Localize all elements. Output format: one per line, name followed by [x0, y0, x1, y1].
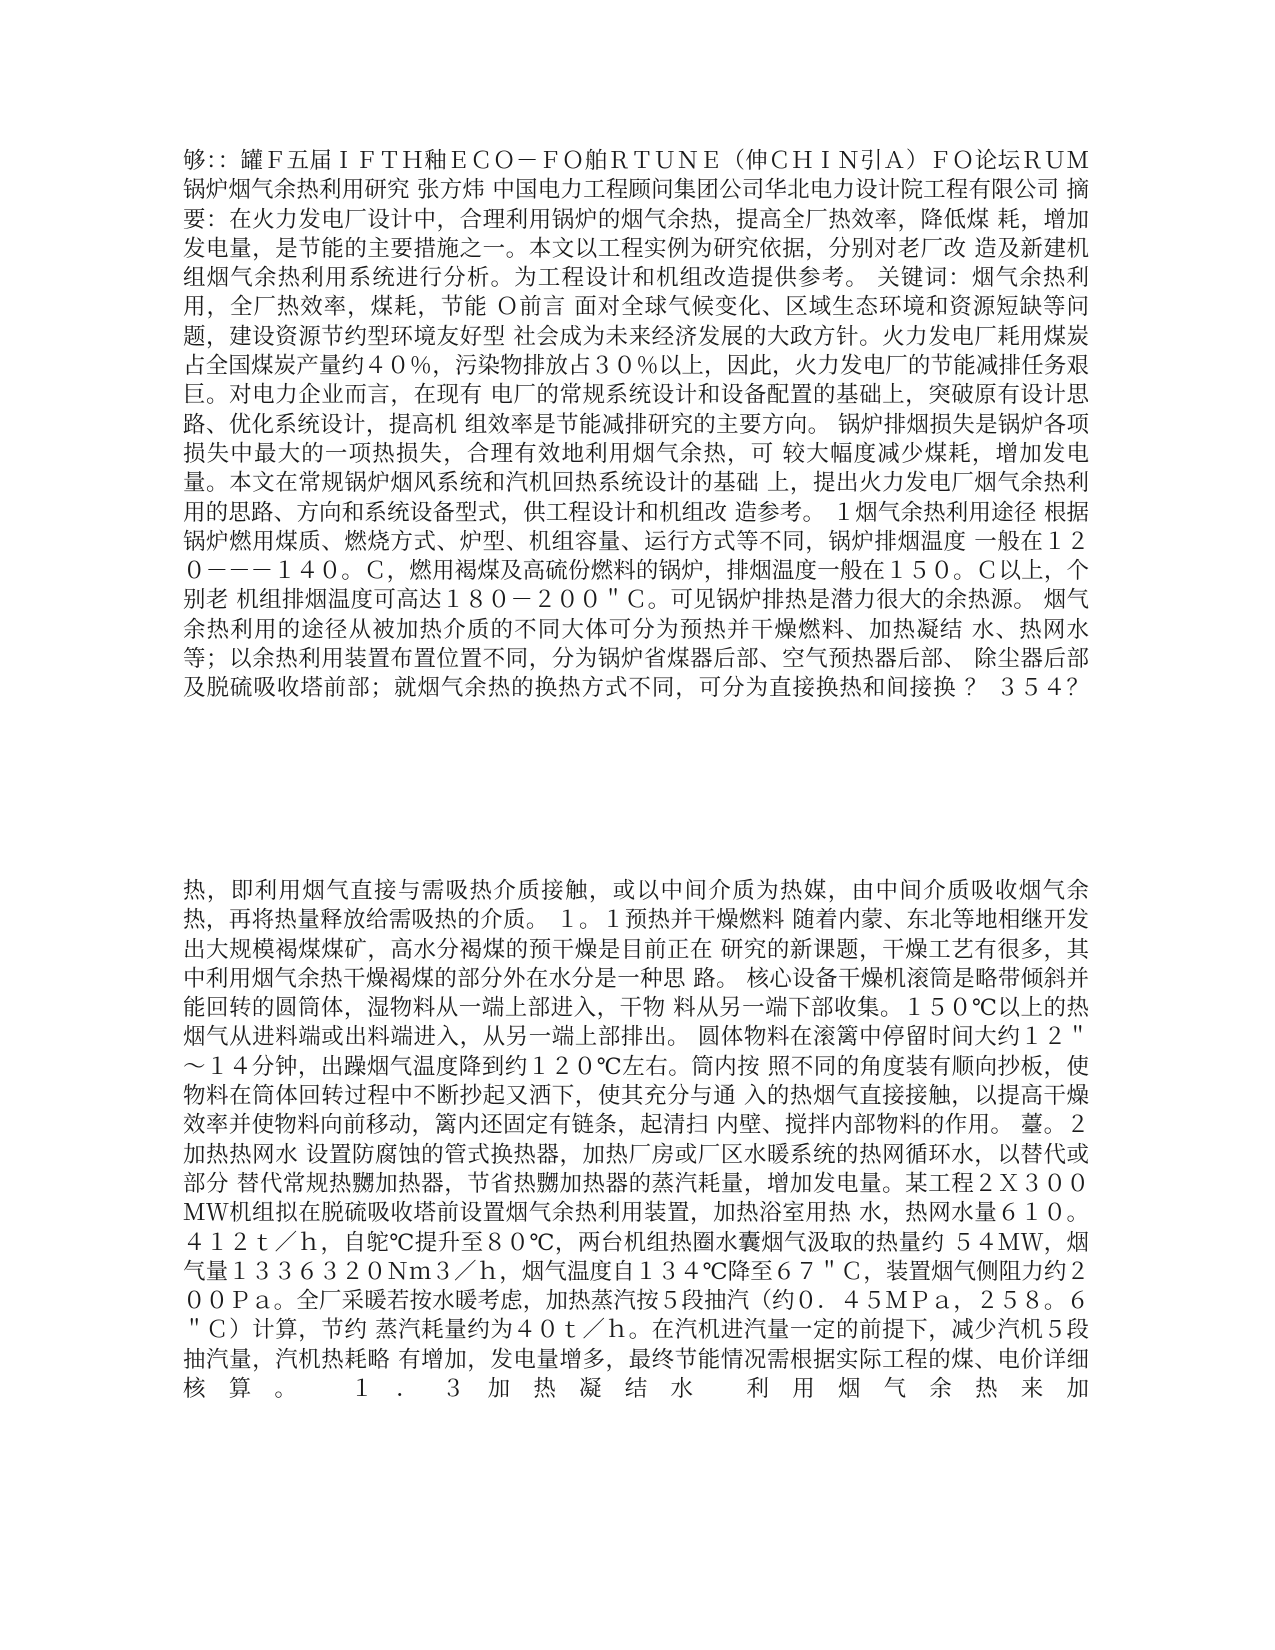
body-paragraph-1: 够：：罐Ｆ五届ＩＦＴＨ釉ＥＣＯ－ＦＯ舶ＲＴＵＮＥ（伸ＣＨＩＮ引Ａ）ＦＯ论坛ＲＵＭ 锅炉烟气余热利用研究 张方炜 中国电力工程顾问集团公司华北电力设计院工程有限公司 摘要：在火力发电厂设计中，合理利用锅炉的烟气余热，提高全厂热效率，降低煤 耗，增加发电量，是节能的主要措施之一。本文以工程实例为研究依据，分别对老厂改 造及新建机组烟气余热利用系统进行分析。为工程设计和机组改造提供参考。 关键词：烟气余热利用，全厂热效率，煤耗，节能 Ｏ前言 面对全球气候变化、区域生态环境和资源短缺等问题，建设资源节约型环境友好型 社会成为未来经济发展的大政方针。火力发电厂耗用煤炭占全国煤炭产量约４０％，污染物排放占３０％以上，因此，火力发电厂的节能减排任务艰巨。对电力企业而言，在现有 电厂的常规系统设计和设备配置的基础上，突破原有设计思路、优化系统设计，提高机 组效率是节能减排研究的主要方向。 锅炉排烟损失是锅炉各项损失中最大的一项热损失，合理有效地利用烟气余热，可 较大幅度减少煤耗，增加发电量。本文在常规锅炉烟风系统和汽机回热系统设计的基础 上，提出火力发电厂烟气余热利用的思路、方向和系统设备型式，供工程设计和机组改 造参考。 １烟气余热利用途径 根据锅炉燃用煤质、燃烧方式、炉型、机组容量、运行方式等不同，锅炉排烟温度 一般在１２０－－－１４０。Ｃ，燃用褐煤及高硫份燃料的锅炉，排烟温度一般在１５０。Ｃ以上，个别老 机组排烟温度可高达１８０－２００＂Ｃ。可见锅炉排热是潜力很大的余热源。 烟气余热利用的途径从被加热介质的不同大体可分为预热并干燥燃料、加热凝结 水、热网水等；以余热利用装置布置位置不同，分为锅炉省煤器后部、空气预热器后部、 除尘器后部及脱硫吸收塔前部；就烟气余热的换热方式不同，可分为直接换热和间接换 ？ ３５４？: [183, 148, 1089, 702]
body-paragraph-2: 热，即利用烟气直接与需吸热介质接触，或以中间介质为热媒，由中间介质吸收烟气余 热，再将热量释放给需吸热的介质。 １。１预热并干燥燃料 随着内蒙、东北等地相继开发出大规模褐煤煤矿，高水分褐煤的预干燥是目前正在 研究的新课题，干燥工艺有很多，其中利用烟气余热干燥褐煤的部分外在水分是一种思 路。 核心设备干燥机滚筒是略带倾斜并能回转的圆筒体，湿物料从一端上部进入，干物 料从另一端下部收集。１５０℃以上的热烟气从进料端或出料端进入，从另一端上部排出。 圆体物料在滚篱中停留时间大约１２＂～１４分钟，出躁烟气温度降到约１２０℃左右。筒内按 照不同的角度装有顺向抄板，使物料在筒体回转过程中不断抄起又洒下，使其充分与通 入的热烟气直接接触，以提高干燥效率并使物料向前移动，篱内还固定有链条，起清扫 内壁、搅拌内部物料的作用。 薹。２加热热网水 设置防腐蚀的管式换热器，加热厂房或厂区水暖系统的热网循环水，以替代或部分 替代常规热嬲加热器，节省热嬲加热器的蒸汽耗量，增加发电量。某工程２Ｘ３００ＭＷ机组拟在脱硫吸收塔前设置烟气余热利用装置，加热浴室用热 水，热网水量６１０。４１２ｔ／ｈ，自鸵℃提升至８０℃，两台机组热圈水囊烟气汲取的热量约 ５４ＭＷ，烟气量１３３６３２０Ｎｍ３／ｈ，烟气温度自１３４℃降至６７＂Ｃ，装置烟气侧阻力约２００Ｐａ。全厂采暖若按水暖考虑，加热蒸汽按５段抽汽（约０．４５ＭＰａ，２５８。６＂Ｃ）计算，节约 蒸汽耗量约为４０ｔ／ｈ。在汽机进汽量一定的前提下，减少汽机５段抽汽量，汽机热耗略 有增加，发电量增多，最终节能情况需根据实际工程的煤、电价详细核算。 １．３加热凝结水 利用烟气余热来加: [183, 878, 1089, 1403]
